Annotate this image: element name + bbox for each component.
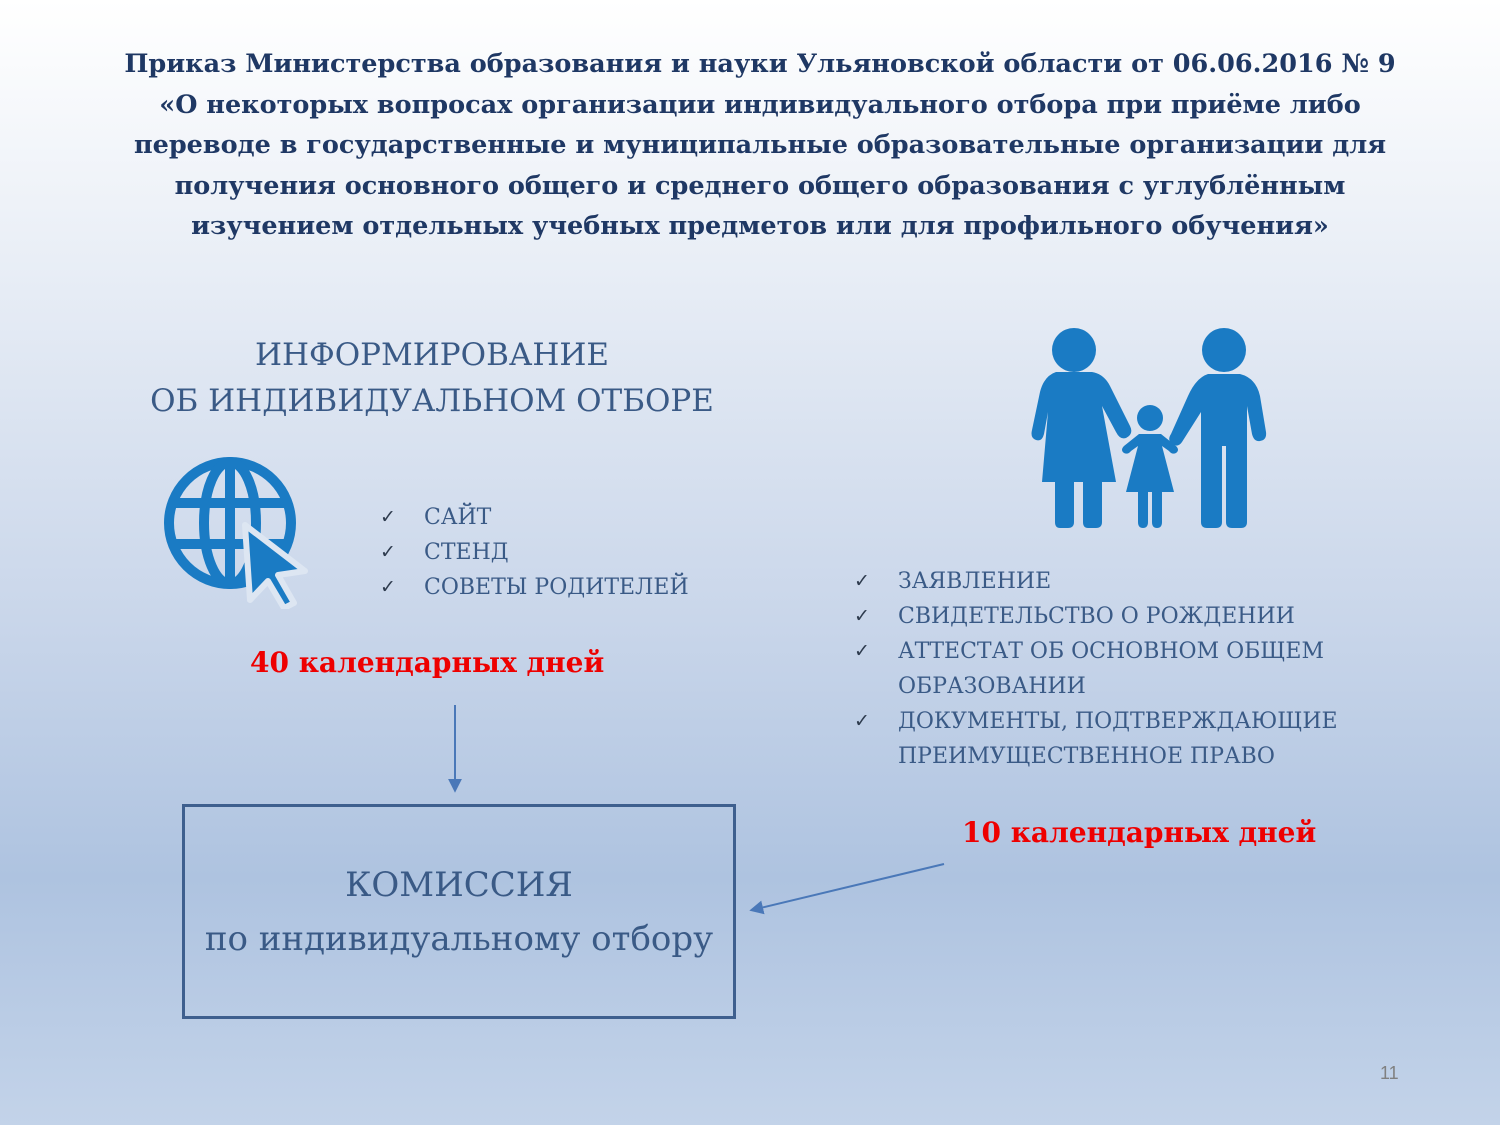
commission-subtitle: по индивидуальному отбору	[204, 918, 714, 959]
globe-cursor-icon	[162, 455, 310, 609]
documents-deadline: 10 календарных дней	[962, 816, 1317, 849]
list-item-label: СТЕНД	[424, 540, 509, 565]
family-icon	[1030, 322, 1268, 530]
commission-title: КОМИССИЯ	[345, 864, 573, 905]
informing-channels-list	[376, 500, 689, 605]
informing-heading-line: ОБ ИНДИВИДУАЛЬНОМ ОТБОРЕ	[150, 383, 714, 419]
list-item	[376, 570, 689, 605]
list-item-label: СОВЕТЫ РОДИТЕЛЕЙ	[424, 575, 689, 600]
list-item	[850, 599, 1338, 634]
check-icon: ✓	[380, 576, 396, 598]
check-icon: ✓	[854, 710, 870, 732]
check-icon: ✓	[380, 541, 396, 563]
commission-box	[182, 804, 736, 1019]
informing-heading	[90, 332, 774, 424]
arrow-to-commission	[752, 864, 944, 910]
list-item	[850, 564, 1338, 599]
title-line: Приказ Министерства образования и науки Ульяновской области от 06.06.2016 № 9	[124, 49, 1396, 79]
list-item	[376, 500, 689, 535]
list-item-label: ЗАЯВЛЕНИЕ	[898, 569, 1052, 594]
list-item-label: САЙТ	[424, 505, 492, 530]
title-line: получения основного общего и среднего общего образования с углублённым	[174, 170, 1346, 201]
page-number: 11	[1380, 1063, 1399, 1083]
informing-heading-line: ИНФОРМИРОВАНИЕ	[254, 337, 610, 373]
title-line: изучением отдельных учебных предметов или для профильного обучения»	[191, 211, 1329, 241]
list-item-label: ДОКУМЕНТЫ, ПОДТВЕРЖДАЮЩИЕ	[898, 709, 1338, 734]
list-item-label: СВИДЕТЕЛЬСТВО О РОЖДЕНИИ	[898, 604, 1295, 629]
check-icon: ✓	[854, 605, 870, 627]
list-item-label: ПРЕИМУЩЕСТВЕННОЕ ПРАВО	[898, 744, 1275, 769]
list-item	[850, 634, 1338, 704]
list-item-label: АТТЕСТАТ ОБ ОСНОВНОМ ОБЩЕМ	[898, 639, 1324, 664]
list-item	[850, 704, 1338, 774]
title-line: «О некоторых вопросах организации индивидуального отбора при приёме либо	[159, 89, 1361, 120]
page-title	[90, 44, 1430, 247]
title-line: переводе в государственные и муниципальные образовательные организации для	[133, 130, 1387, 160]
required-documents-list	[850, 564, 1338, 774]
check-icon: ✓	[854, 570, 870, 592]
check-icon: ✓	[854, 640, 870, 662]
informing-deadline: 40 календарных дней	[250, 646, 605, 679]
check-icon: ✓	[380, 506, 396, 528]
list-item-label: ОБРАЗОВАНИИ	[898, 674, 1086, 699]
list-item	[376, 535, 689, 570]
